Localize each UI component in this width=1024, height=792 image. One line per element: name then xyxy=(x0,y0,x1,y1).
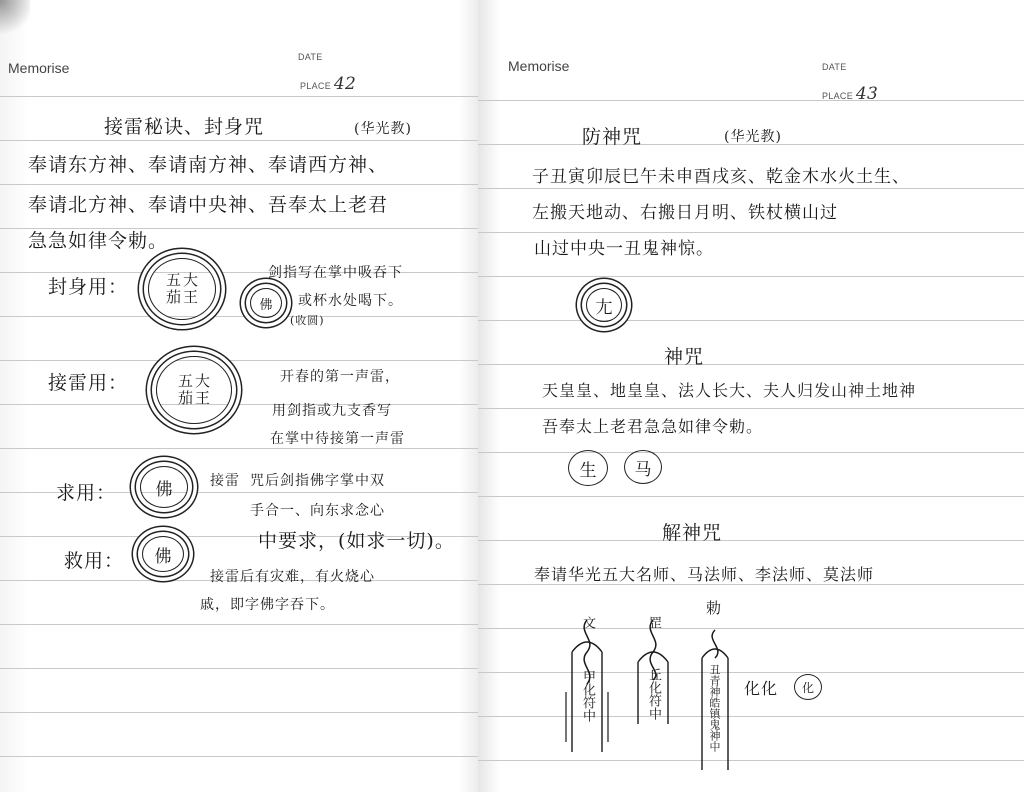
section-desc: 剑指写在掌中吸吞下 xyxy=(268,265,403,281)
ruled-line xyxy=(478,628,1024,629)
seal-char: 马 xyxy=(634,459,652,480)
ruled-line xyxy=(0,360,478,361)
talisman-seal xyxy=(140,466,188,508)
incantation-line: 奉请东方神、奉请南方神、奉请西方神、 xyxy=(28,154,389,176)
ruled-line xyxy=(0,316,478,317)
ruled-line xyxy=(478,408,1024,409)
talisman-body: 丘化符中 xyxy=(646,668,661,720)
seal-char: 佛 xyxy=(154,546,172,567)
talisman-top-char: 勅 xyxy=(704,600,722,615)
ruled-line xyxy=(478,672,1024,673)
incantation-line: 天皇皇、地皇皇、法人长大、夫人归发山神土地神 xyxy=(542,381,917,400)
section-label: 封身用： xyxy=(48,276,129,298)
date-label: DATE xyxy=(298,52,323,62)
section-label: 求用： xyxy=(56,482,117,504)
page-number: 42 xyxy=(333,74,357,94)
section-desc: 咒后剑指佛字掌中双 xyxy=(250,473,385,489)
talisman-seal xyxy=(624,450,662,484)
place-label-text: PLACE xyxy=(822,91,854,101)
brand-name: Memorise xyxy=(8,60,70,76)
ruled-line xyxy=(478,320,1024,321)
small-seal xyxy=(250,288,282,318)
seal-char: 佛 xyxy=(259,297,273,313)
section-desc: 或杯水处喝下。 xyxy=(298,293,403,309)
ruled-line xyxy=(478,188,1024,189)
seal-char: 王 xyxy=(195,389,211,407)
seal-char: 茄 xyxy=(177,389,193,407)
title-note: (华光教) xyxy=(724,129,782,145)
left-notebook-page xyxy=(0,0,478,792)
section-desc: 用剑指或九支香写 xyxy=(272,403,392,419)
page-title: 接雷秘诀、封身咒 xyxy=(104,116,265,138)
title-note: (华光教) xyxy=(354,121,412,137)
seal-char: 化 xyxy=(801,680,814,695)
ruled-line xyxy=(0,184,478,185)
ruled-line xyxy=(478,232,1024,233)
place-label xyxy=(822,84,878,104)
small-seal xyxy=(794,674,822,700)
ruled-line xyxy=(478,716,1024,717)
seal-char: 五 xyxy=(165,271,181,289)
section-title: 神咒 xyxy=(664,346,705,368)
seal-char: 佛 xyxy=(155,479,173,500)
date-label: DATE xyxy=(822,62,847,72)
ruled-line xyxy=(0,96,478,97)
trail-text: 化化 xyxy=(744,679,779,698)
ruled-line xyxy=(478,100,1024,101)
page-corner-shadow xyxy=(0,0,30,40)
ruled-line xyxy=(478,540,1024,541)
incantation-line: 奉请北方神、奉请中央神、吾奉太上老君 xyxy=(28,194,389,216)
talisman-seal xyxy=(568,450,608,486)
talisman-seal xyxy=(156,356,232,424)
seal-char: 大 xyxy=(183,271,199,289)
ruled-line xyxy=(0,756,478,757)
incantation-line: 奉请华光五大名师、马法师、李法师、莫法师 xyxy=(534,565,875,584)
ruled-line xyxy=(478,496,1024,497)
ruled-line xyxy=(478,364,1024,365)
talisman-top-char: 文 xyxy=(580,616,595,629)
ruled-line xyxy=(478,760,1024,761)
section-desc: 在掌中待接第一声雷 xyxy=(270,431,405,447)
ruled-line xyxy=(0,668,478,669)
talisman-seal xyxy=(142,536,184,572)
section-desc: 接雷后有灾难，有火烧心 xyxy=(210,569,375,585)
talisman-body: 丑青神皓镇鬼神中 xyxy=(708,664,721,752)
ruled-line xyxy=(478,452,1024,453)
ruled-line xyxy=(478,276,1024,277)
seal-char: 尢 xyxy=(595,297,613,318)
incantation-line: 左搬天地动、右搬日月明、铁杖横山过 xyxy=(532,203,838,223)
ruled-line xyxy=(0,140,478,141)
talisman-seal xyxy=(586,288,622,322)
section-note: (收圆) xyxy=(290,314,325,327)
seal-char: 五 xyxy=(177,372,193,390)
brand-name: Memorise xyxy=(508,58,570,74)
section-desc: 中要求，(如求一切)。 xyxy=(258,530,455,552)
section-label: 接雷用： xyxy=(48,372,129,394)
page-number: 43 xyxy=(855,84,879,104)
ruled-line xyxy=(0,448,478,449)
section-title: 解神咒 xyxy=(662,522,723,544)
talisman-body: 甲化符中 xyxy=(580,670,595,722)
incantation-line: 急急如律令勅。 xyxy=(28,230,169,252)
section-desc: 戚，即字佛字吞下。 xyxy=(200,597,335,613)
place-label-text: PLACE xyxy=(300,81,332,91)
talisman-top-char: 罡 xyxy=(646,616,661,629)
talisman-seal xyxy=(148,258,216,320)
incantation-line: 吾奉太上老君急急如律令勅。 xyxy=(542,417,764,436)
seal-char: 大 xyxy=(195,372,211,390)
seal-char: 王 xyxy=(183,288,199,306)
incantation-line: 山过中央一丑鬼神惊。 xyxy=(534,239,714,259)
seal-char: 茄 xyxy=(165,288,181,306)
seal-chars xyxy=(166,272,198,306)
right-notebook-page xyxy=(478,0,1024,792)
ruled-line xyxy=(0,404,478,405)
section-desc: 开春的第一声雷， xyxy=(280,369,400,385)
place-label xyxy=(300,74,356,94)
page-title: 防神咒 xyxy=(582,126,643,148)
incantation-line: 子丑寅卯辰巳午未申酉戌亥、乾金木水火土生、 xyxy=(532,167,910,187)
ruled-line xyxy=(0,712,478,713)
seal-char: 生 xyxy=(579,460,597,481)
section-label: 救用： xyxy=(64,550,125,572)
section-desc: 手合一、向东求念心 xyxy=(250,503,385,519)
side-note: 接雷 xyxy=(210,473,240,489)
ruled-line xyxy=(0,624,478,625)
seal-chars xyxy=(178,373,210,407)
